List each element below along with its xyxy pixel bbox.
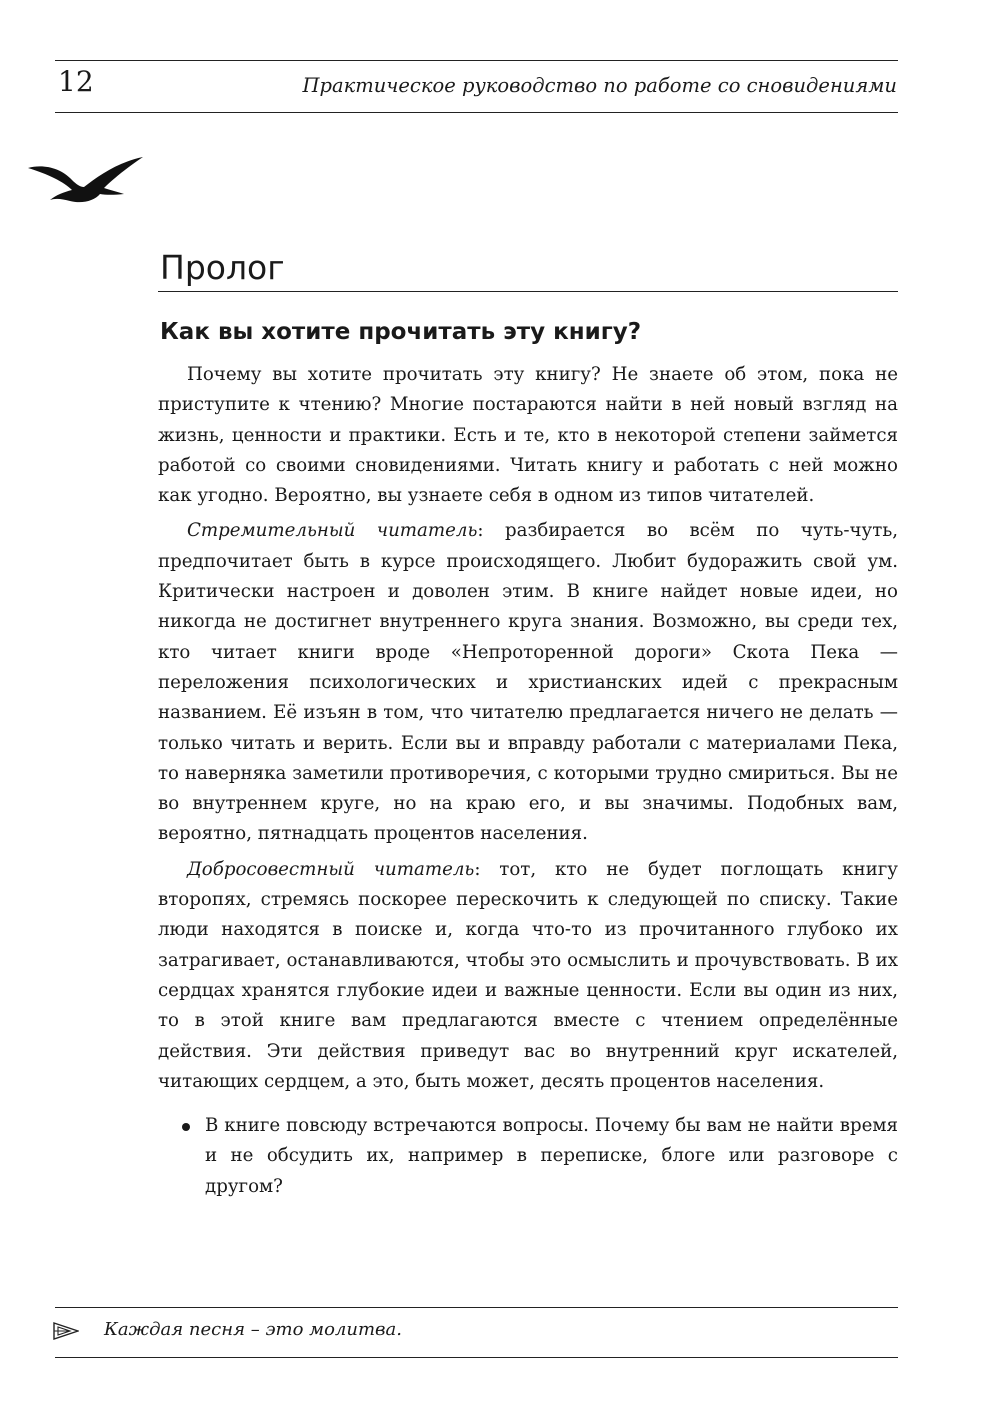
header-bottom-rule (55, 112, 898, 113)
swift-reader-description: : разбирается во всём по чуть-чуть, предпочитает быть в курсе происходящего. Любит будоражить свой ум. Критически настроен и доволен этим. В книге найдет новые идеи, но никогда не достигнет внутреннего круга знания. Возможно, вы среди тех, кто читает книги вроде «Непроторенной дороги» Скота Пека — переложения психологических и христианских идей с прекрасным названием. Её изъян в том, что читателю предлагается ничего не делать — только читать и верить. Если вы и вправду работали с материалами Пека, то наверняка заметили противоречия, с которыми трудно смириться. Вы не во внутреннем круге, но на краю его, и вы значимы. Подобных вам, вероятно, пятнадцать процентов населения. (158, 520, 899, 845)
pyramid-arrow-icon (53, 1322, 79, 1340)
list-item (174, 1111, 898, 1202)
page-number: 12 (58, 65, 94, 98)
chapter-title: Пролог (160, 248, 285, 287)
bullet-text: В книге повсюду встречаются вопросы. Почему бы вам не найти время и не обсудить их, например в переписке, блоге или разговоре с другом? (205, 1115, 898, 1197)
paragraph-diligent-reader (158, 855, 898, 1097)
chapter-title-rule (158, 291, 898, 292)
footer-bottom-rule (55, 1357, 898, 1358)
term-diligent-reader: Добросовестный читатель (187, 858, 475, 880)
header-top-rule (55, 60, 898, 61)
footer-quote: Каждая песня – это молитва. (104, 1319, 402, 1340)
body-text (158, 360, 898, 1202)
section-title: Как вы хотите прочитать эту книгу? (160, 319, 642, 345)
bird-silhouette-icon (26, 154, 146, 210)
paragraph-swift-reader (158, 516, 898, 849)
bullet-list (158, 1111, 898, 1202)
paragraph-intro: Почему вы хотите прочитать эту книгу? Не знаете об этом, пока не приступите к чтению? Многие постараются найти в ней новый взгляд на жизнь, ценности и практики. Есть и те, кто в некоторой степени займется работой со своими сновидениями. Читать книгу и работать с ней можно как угодно. Вероятно, вы узнаете себя в одном из типов читателей. (158, 364, 898, 507)
diligent-reader-description: : тот, кто не будет поглощать книгу второпях, стремясь поскорее перескочить к следующей по списку. Такие люди находятся в поиске и, когда что-то из прочитанного глубоко их затрагивает, останавливаются, чтобы это осмыслить и прочувствовать. В их сердцах хранятся глубокие идеи и важные ценности. Если вы один из них, то в этой книге вам предлагаются вместе с чтением определённые действия. Эти действия приведут вас во внутренний круг искателей, читающих сердцем, а это, быть может, десять процентов населения. (158, 858, 898, 1092)
footer-top-rule (55, 1307, 898, 1308)
term-swift-reader: Стремительный читатель (187, 520, 478, 542)
running-title: Практическое руководство по работе со сновидениями (302, 74, 897, 97)
bullet-dot-icon (182, 1123, 190, 1131)
